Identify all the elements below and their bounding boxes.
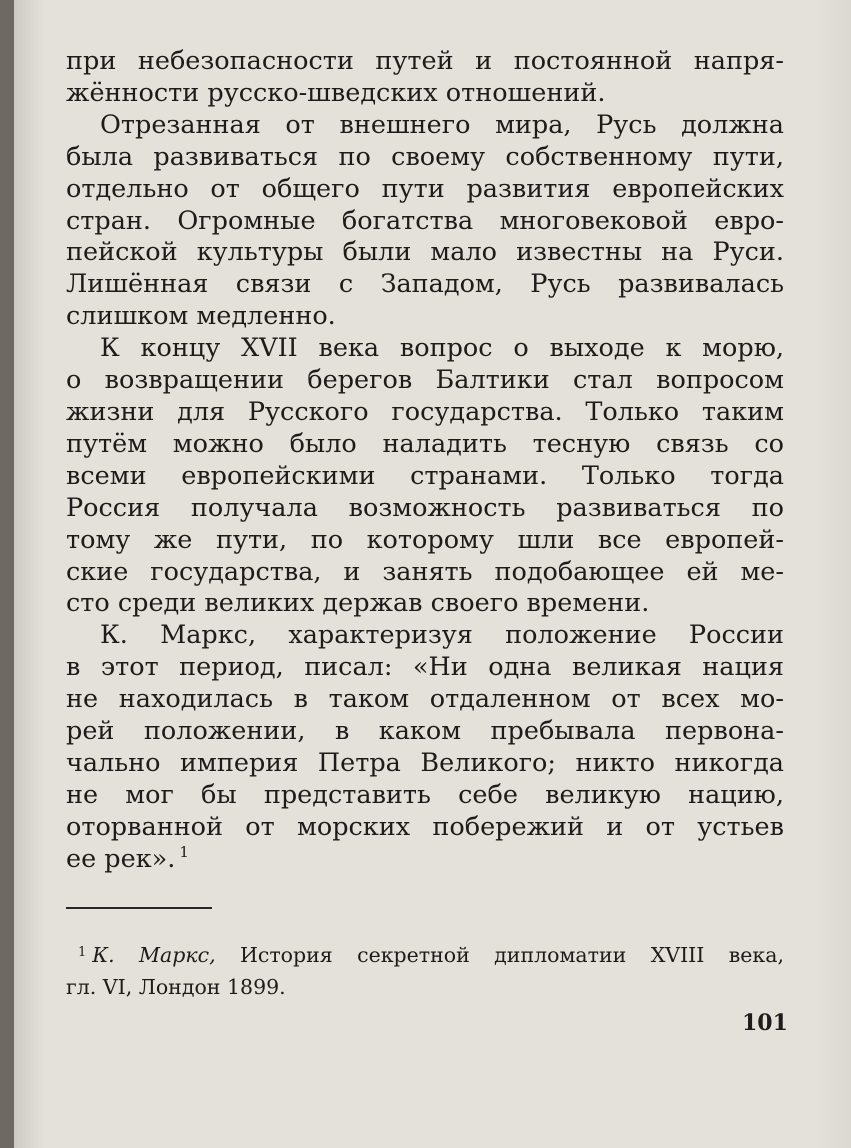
text-line — [66, 844, 784, 876]
text-line: К концу XVII века вопрос о выходе к морю, — [100, 333, 784, 364]
footnote-title: История секретной дипломатии XVIII века, — [239, 943, 784, 967]
text-line: сто среди великих держав своего времени. — [66, 588, 650, 619]
text-line: не находилась в таком отдаленном от всех мо- — [66, 684, 784, 715]
text-line-content: ее рек». — [66, 843, 176, 874]
text-line: Отрезанная от внешнего мира, Русь должна — [100, 109, 784, 140]
text-line: Лишённая связи с Западом, Русь развивалась — [66, 269, 784, 300]
paragraph-1 — [66, 46, 784, 110]
footnote-author: К. Маркс, — [92, 943, 216, 967]
text-line: Россия получала возможность развиваться по — [66, 492, 784, 523]
text-line: пейской культуры были мало известны на Руси. — [66, 237, 784, 268]
text-line: всеми европейскими странами. Только тогда — [66, 460, 784, 491]
text-line: К. Маркс, характеризуя положение России — [100, 620, 784, 651]
paragraph-4 — [66, 620, 784, 875]
footnote-line: гл. VI, Лондон 1899. — [66, 975, 286, 999]
paragraph-3 — [66, 333, 784, 620]
text-line: жизни для Русского государства. Только таким — [66, 396, 784, 427]
text-line: в этот период, писал: «Ни одна великая нация — [66, 652, 784, 683]
text-line: рей положении, в каком пребывала первона- — [66, 716, 784, 747]
text-line: ские государства, и занять подобающее ей ме- — [66, 556, 784, 587]
text-line: жённости русско-шведских отношений. — [66, 77, 606, 108]
book-page — [14, 0, 851, 1148]
text-line: тому же пути, по которому шли все европей- — [66, 524, 784, 555]
text-line: при небезопасности путей и постоянной напря- — [66, 46, 784, 76]
paragraph-2 — [66, 110, 784, 333]
text-line: была развиваться по своему собственному пути, — [66, 141, 784, 172]
text-line: оторванной от морских побережий и от устьев — [66, 811, 784, 842]
text-line: чально империя Петра Великого; никто никогда — [66, 747, 784, 778]
text-line: стран. Огромные богатства многовековой евро- — [66, 205, 784, 236]
footnote-marker: 1 — [78, 945, 87, 960]
text-line: не мог бы представить себе великую нацию, — [66, 779, 784, 810]
footnote-divider — [66, 907, 212, 909]
text-line: слишком медленно. — [66, 301, 336, 332]
text-line: отдельно от общего пути развития европейских — [66, 173, 784, 204]
main-text — [66, 46, 784, 876]
page-number: 101 — [742, 1010, 788, 1036]
footnote-reference: 1 — [179, 842, 189, 861]
footnote-line — [66, 937, 784, 971]
text-line: путём можно было наладить тесную связь со — [66, 428, 784, 459]
text-line: о возвращении берегов Балтики стал вопросом — [66, 365, 784, 396]
footnote — [66, 937, 784, 1003]
